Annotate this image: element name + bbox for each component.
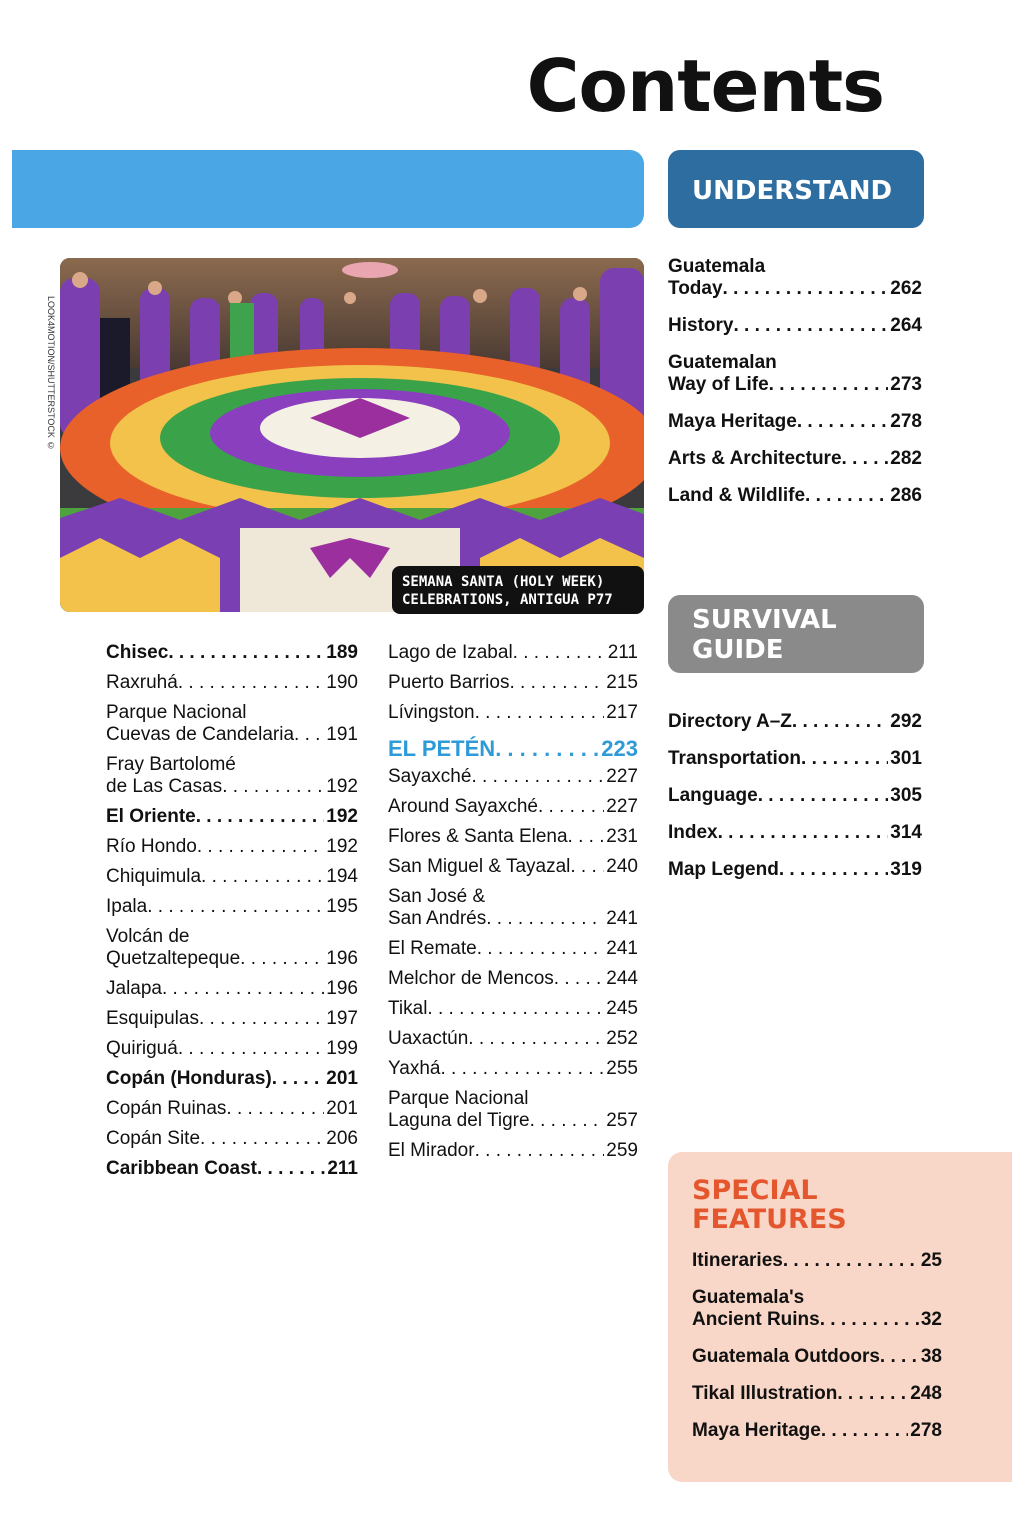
special-features-box [668, 1152, 1012, 1482]
toc-entry[interactable]: Tikal . . . 245 [388, 998, 638, 1020]
toc-column-2 [388, 642, 638, 1170]
toc-entry[interactable]: Arts & Architecture . . . 282 [668, 448, 922, 470]
photo-caption [392, 566, 644, 614]
toc-entry[interactable]: Guatemala Today . . . 262 [668, 256, 922, 300]
carpet-illustration [60, 258, 644, 612]
toc-entry[interactable]: Transportation . . . 301 [668, 748, 922, 770]
toc-entry[interactable]: Fray Bartolomé de Las Casas . . . 192 [106, 754, 358, 798]
toc-entry[interactable]: Directory A–Z . . . 292 [668, 711, 922, 733]
toc-entry[interactable]: Around Sayaxché . . . 227 [388, 796, 638, 818]
toc-entry[interactable]: Esquipulas . . . 197 [106, 1008, 358, 1030]
survival-label-line-2: GUIDE [692, 635, 784, 665]
toc-entry[interactable]: Flores & Santa Elena . . . 231 [388, 826, 638, 848]
toc-entry[interactable]: Jalapa . . . 196 [106, 978, 358, 1000]
toc-entry[interactable]: Quiriguá . . . 199 [106, 1038, 358, 1060]
special-label-line-2: FEATURES [692, 1204, 847, 1235]
understand-list [668, 256, 922, 522]
page-title: Contents [526, 44, 884, 128]
toc-entry[interactable]: Guatemala Outdoors . . . 38 [692, 1346, 942, 1368]
cover-photo [60, 258, 644, 612]
toc-entry[interactable]: Raxruhá . . . 190 [106, 672, 358, 694]
toc-column-1 [106, 642, 358, 1188]
toc-entry[interactable]: Caribbean Coast . . . 211 [106, 1158, 358, 1180]
toc-entry[interactable]: Puerto Barrios . . . 215 [388, 672, 638, 694]
toc-entry[interactable]: Tikal Illustration . . . 248 [692, 1383, 942, 1405]
special-features-title [692, 1176, 847, 1234]
toc-entry[interactable]: Maya Heritage . . . 278 [692, 1420, 942, 1442]
toc-entry[interactable]: Río Hondo . . . 192 [106, 836, 358, 858]
survival-guide-tab [668, 595, 924, 673]
toc-entry[interactable]: Index . . . 314 [668, 822, 922, 844]
toc-entry[interactable]: Parque Nacional Cuevas de Candelaria . . . 191 [106, 702, 358, 746]
caption-line-2: CELEBRATIONS, ANTIGUA P77 [402, 592, 613, 608]
survival-label-line-1: SURVIVAL [692, 605, 837, 635]
toc-entry[interactable]: Guatemalan Way of Life . . . 273 [668, 352, 922, 396]
toc-entry[interactable]: Melchor de Mencos . . . 244 [388, 968, 638, 990]
special-features-list [692, 1250, 942, 1457]
caption-line-1: SEMANA SANTA (HOLY WEEK) [402, 574, 605, 590]
toc-entry[interactable]: Chisec . . . 189 [106, 642, 358, 664]
understand-tab: UNDERSTAND [668, 150, 924, 228]
survival-list [668, 711, 922, 896]
toc-entry[interactable]: El Mirador . . . 259 [388, 1140, 638, 1162]
header-color-bar [12, 150, 644, 228]
toc-entry[interactable]: Copán Ruinas . . . 201 [106, 1098, 358, 1120]
toc-entry[interactable]: Sayaxché . . . 227 [388, 766, 638, 788]
toc-entry[interactable]: El Remate . . . 241 [388, 938, 638, 960]
toc-entry[interactable]: Itineraries . . . 25 [692, 1250, 942, 1272]
toc-entry[interactable]: Volcán de Quetzaltepeque . . . 196 [106, 926, 358, 970]
toc-entry[interactable]: Ipala . . . 195 [106, 896, 358, 918]
toc-entry[interactable]: Map Legend . . . 319 [668, 859, 922, 881]
special-label-line-1: SPECIAL [692, 1175, 818, 1206]
toc-entry[interactable]: Language . . . 305 [668, 785, 922, 807]
toc-entry[interactable]: El Oriente . . . 192 [106, 806, 358, 828]
toc-entry[interactable]: Maya Heritage . . . 278 [668, 411, 922, 433]
photo-credit: LOOK4MOTION/SHUTTERSTOCK © [46, 296, 56, 451]
toc-entry[interactable]: Yaxhá . . . 255 [388, 1058, 638, 1080]
toc-entry[interactable]: Guatemala's Ancient Ruins . . . 32 [692, 1287, 942, 1331]
toc-entry[interactable]: Lívingston . . . 217 [388, 702, 638, 724]
toc-entry[interactable]: Lago de Izabal . . . 211 [388, 642, 638, 664]
toc-entry[interactable]: San Miguel & Tayazal . . . 240 [388, 856, 638, 878]
toc-entry[interactable]: Land & Wildlife . . . 286 [668, 485, 922, 507]
toc-entry[interactable]: Parque Nacional Laguna del Tigre . . . 257 [388, 1088, 638, 1132]
toc-entry[interactable]: Copán Site . . . 206 [106, 1128, 358, 1150]
toc-entry[interactable]: History . . . 264 [668, 315, 922, 337]
toc-entry[interactable]: Uaxactún . . . 252 [388, 1028, 638, 1050]
toc-section-el-peten[interactable]: EL PETÉN . . . 223 [388, 738, 638, 760]
toc-entry[interactable]: Copán (Honduras) . . . 201 [106, 1068, 358, 1090]
toc-entry[interactable]: San José & San Andrés . . . 241 [388, 886, 638, 930]
toc-entry[interactable]: Chiquimula . . . 194 [106, 866, 358, 888]
